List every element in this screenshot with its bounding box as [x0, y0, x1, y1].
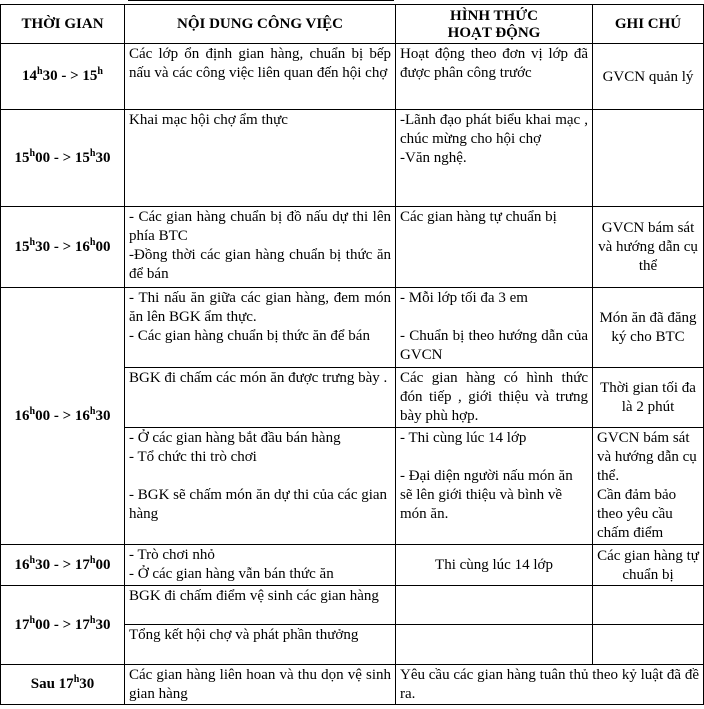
content-cell: - Trò chơi nhỏ - Ở các gian hàng vẫn bán thức ăn	[125, 545, 396, 586]
note-cell	[593, 110, 704, 207]
table-row	[1, 288, 704, 368]
content-cell: - Ở các gian hàng bắt đầu bán hàng - Tổ chức thi trò chơi - BGK sẽ chấm món ăn dự thi của các gian hàng	[125, 428, 396, 545]
content-cell: BGK đi chấm các món ăn được trưng bày .	[125, 368, 396, 428]
content-cell: Các gian hàng liên hoan và thu dọn vệ sinh gian hàng	[125, 665, 396, 705]
table-row	[1, 545, 704, 586]
header-note: GHI CHÚ	[593, 5, 704, 44]
note-cell	[593, 625, 704, 665]
note-cell	[593, 586, 704, 625]
header-rule	[128, 0, 394, 1]
note-cell: Thời gian tối đa là 2 phút	[593, 368, 704, 428]
form-cell: - Mỗi lớp tối đa 3 em - Chuẩn bị theo hướng dẫn của GVCN	[396, 288, 593, 368]
time-cell: 14$^h$30 - > $15^h$	[1, 44, 125, 110]
content-cell: BGK đi chấm điểm vệ sinh các gian hàng	[125, 586, 396, 625]
form-cell: - Thi cùng lúc 14 lớp - Đại diện người nấu món ăn sẽ lên giới thiệu và bình về món ăn.	[396, 428, 593, 545]
time-cell: 15$^h$00 - > $15^h30$	[1, 110, 125, 207]
content-cell: - Các gian hàng chuẩn bị đồ nấu dự thi lên phía BTC -Đồng thời các gian hàng chuẩn bị thức ăn để bán	[125, 207, 396, 288]
time-cell: 16$^h$00 - > $16^h30$	[1, 288, 125, 545]
content-cell: Tổng kết hội chợ và phát phần thưởng	[125, 625, 396, 665]
form-cell: Yêu cầu các gian hàng tuân thủ theo kỷ luật đã đề ra.	[396, 665, 704, 705]
form-cell: Các gian hàng tự chuẩn bị	[396, 207, 593, 288]
header-time: THỜI GIAN	[1, 5, 125, 44]
header-form-line2: HOẠT ĐỘNG	[447, 24, 541, 41]
form-cell	[396, 625, 593, 665]
form-cell: Hoạt động theo đơn vị lớp đã được phân công trước	[396, 44, 593, 110]
content-cell: Các lớp ổn định gian hàng, chuẩn bị bếp nấu và các công việc liên quan đến hội chợ	[125, 44, 396, 110]
header-form-line1: HÌNH THỨC	[450, 7, 538, 24]
note-cell: Món ăn đã đăng ký cho BTC	[593, 288, 704, 368]
schedule-table	[0, 4, 704, 705]
content-cell: - Thi nấu ăn giữa các gian hàng, đem món ăn lên BGK ẩm thực. - Các gian hàng chuẩn bị thức ăn để bán	[125, 288, 396, 368]
note-cell: GVCN bám sát và hướng dẫn cụ thể. Cần đảm bảo theo yêu cầu chấm điểm	[593, 428, 704, 545]
form-cell: -Lãnh đạo phát biểu khai mạc , chúc mừng cho hội chợ -Văn nghệ.	[396, 110, 593, 207]
form-cell: Các gian hàng có hình thức đón tiếp , giới thiệu và trưng bày phù hợp.	[396, 368, 593, 428]
header-form	[396, 5, 593, 44]
time-cell: 15$^h$30 - > $16^h00$	[1, 207, 125, 288]
content-cell: Khai mạc hội chợ ẩm thực	[125, 110, 396, 207]
table-row	[1, 586, 704, 625]
note-cell: GVCN quản lý	[593, 44, 704, 110]
header-row	[1, 5, 704, 44]
time-cell: 17$^h$00 - > $17^h30$	[1, 586, 125, 665]
time-cell: 16$^h$30 - > $17^h00$	[1, 545, 125, 586]
table-row	[1, 207, 704, 288]
form-cell: Thi cùng lúc 14 lớp	[396, 545, 593, 586]
table-row	[1, 44, 704, 110]
form-cell	[396, 586, 593, 625]
note-cell: Các gian hàng tự chuẩn bị	[593, 545, 704, 586]
table-row	[1, 110, 704, 207]
time-cell: Sau 17$^h$30	[1, 665, 125, 705]
note-cell: GVCN bám sát và hướng dẫn cụ thể	[593, 207, 704, 288]
header-content: NỘI DUNG CÔNG VIỆC	[125, 5, 396, 44]
table-row	[1, 665, 704, 705]
